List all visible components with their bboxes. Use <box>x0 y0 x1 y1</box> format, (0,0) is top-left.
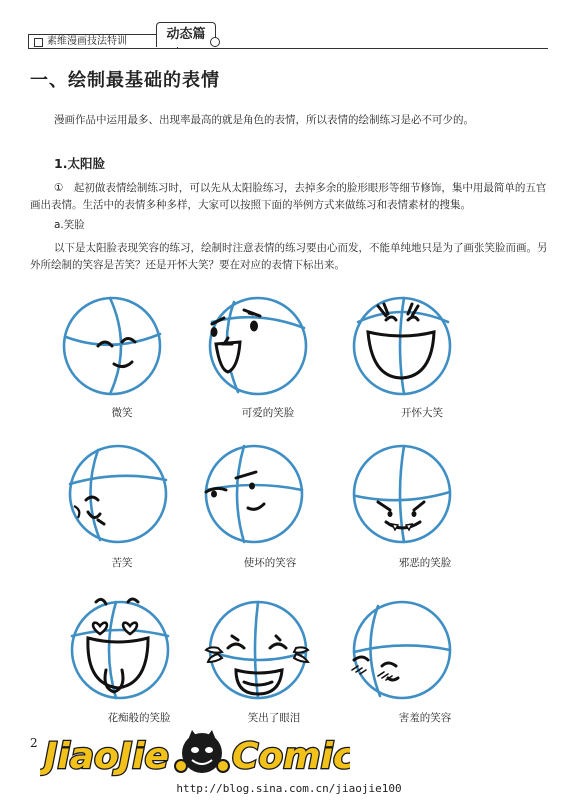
face-label-big-laugh: 开怀大笑 <box>401 407 443 419</box>
big-laugh-face-icon <box>348 292 456 400</box>
square-marker-icon <box>34 38 43 47</box>
tears-of-laughter-face-icon <box>204 596 312 704</box>
svg-text:JiaoJie: JiaoJie <box>44 736 169 777</box>
page-title: 一、绘制最基础的表情 <box>30 70 220 91</box>
wry-smile-face-icon <box>64 440 172 548</box>
face-label-evil-smile: 邪恶的笑脸 <box>398 557 452 569</box>
intro-paragraph: 漫画作品中运用最多、出现率最高的就是角色的表情，所以表情的绘制练习是必不可少的。 <box>54 114 474 126</box>
chapter-tab-label: 动态篇 <box>166 27 206 42</box>
face-label-mischievous-smile: 使坏的笑容 <box>243 557 297 569</box>
chapter-tab <box>156 22 216 47</box>
face-label-lovestruck-smile: 花痴般的笑脸 <box>107 712 171 724</box>
evil-smile-face-icon <box>348 440 456 548</box>
lovestruck-smile-face-icon <box>66 596 174 704</box>
face-label-cute-smile: 可爱的笑脸 <box>241 407 295 419</box>
mischievous-smile-face-icon <box>200 440 308 548</box>
face-label-wry-smile: 苦笑 <box>111 557 133 569</box>
face-label-tears-of-laughter: 笑出了眼泪 <box>247 712 301 724</box>
section-paragraph: ① 起初做表情绘制练习时，可以先从太阳脸练习，去掉多余的脸形眼形等细节修饰，集中用最简单的五官画出表情。生活中的表情多种多样，大家可以按照下面的举例方式来做练习和表情素材的搜集。 <box>30 182 547 211</box>
subsection-title: a.笑脸 <box>54 219 85 231</box>
circle-marker-icon <box>210 37 220 47</box>
face-label-smile: 微笑 <box>111 407 133 419</box>
cute-smile-face-icon <box>204 292 312 400</box>
blog-url: http://blog.sina.com.cn/jiaojie100 <box>176 782 402 795</box>
smile-face-icon <box>58 292 166 400</box>
jiaojie-comic-logo <box>40 726 350 782</box>
section-title: 1.太阳脸 <box>54 156 105 171</box>
svg-text:Comic: Comic <box>232 736 350 777</box>
shy-smile-face-icon <box>348 596 456 704</box>
face-label-shy-smile: 害羞的笑容 <box>398 712 452 724</box>
book-title: 素维漫画技法特训 <box>47 36 127 47</box>
page-number: 2 <box>30 736 38 750</box>
subsection-paragraph: 以下是太阳脸表现笑容的练习，绘制时注意表情的练习要由心而发，不能单纯地只是为了画张笑脸而画。另外所绘制的笑容是苦笑？还是开怀大笑？要在对应的表情下标出来。 <box>30 242 548 271</box>
page-header <box>28 28 548 52</box>
header-rule <box>28 48 548 49</box>
